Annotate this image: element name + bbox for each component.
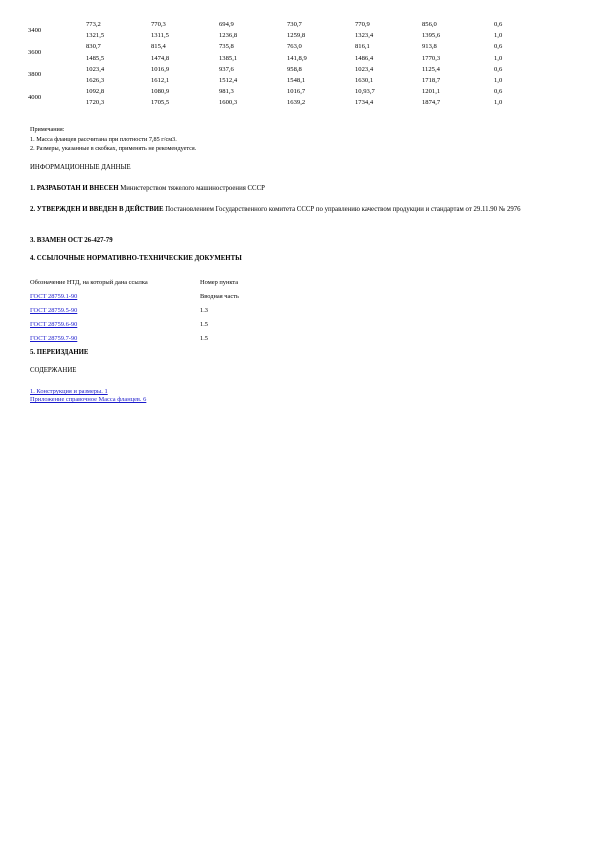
- table-cell: 1016,9: [151, 65, 170, 73]
- table-cell: 1236,8: [219, 32, 238, 40]
- table-row: [30, 304, 239, 318]
- section-references-heading: 4. ССЫЛОЧНЫЕ НОРМАТИВНО-ТЕХНИЧЕСКИЕ ДОКУМЕНТЫ: [30, 255, 242, 262]
- table-row: [28, 64, 524, 75]
- table-cell: 1023,4: [355, 65, 374, 73]
- section-lead: 2. УТВЕРЖДЕН И ВВЕДЕН В ДЕЙСТВИЕ: [30, 206, 164, 213]
- table-cell: 773,2: [86, 21, 101, 28]
- notes-block: [30, 125, 196, 154]
- table-cell: 1612,1: [151, 77, 170, 85]
- table-cell: 1395,6: [422, 32, 441, 40]
- clause-number: 1.3: [200, 306, 208, 314]
- note-item: 1. Масса фланцев рассчитана при плотности 7,85 г/см3.: [30, 135, 177, 143]
- column-header: Номер пункта: [200, 279, 239, 286]
- table-cell: 10,93,7: [355, 88, 375, 96]
- table-cell: 1639,2: [287, 99, 306, 107]
- flange-mass-table: [28, 19, 524, 109]
- note-item: 2. Размеры, указанные в скобках, применять не рекомендуется.: [30, 145, 197, 153]
- table-cell: 1311,5: [151, 32, 169, 40]
- table-cell: 1874,7: [422, 99, 441, 107]
- table-cell: 730,7: [287, 21, 302, 28]
- table-cell: 1321,5: [86, 32, 105, 40]
- nominal-diameter-cell: 3400: [28, 26, 42, 34]
- clause-number: Вводная часть: [200, 292, 239, 300]
- standard-link[interactable]: ГОСТ 28759.6-90: [30, 320, 78, 328]
- table-cell: 1323,4: [355, 32, 374, 40]
- toc-link[interactable]: 1. Конструкция и размеры. 1: [30, 388, 108, 395]
- table-cell: 770,9: [355, 21, 370, 28]
- section-approved: [30, 205, 550, 215]
- table-header-row: [30, 276, 239, 290]
- table-cell: 856,0: [422, 21, 437, 28]
- table-cell: 1,0: [494, 54, 503, 62]
- table-cell: 1,0: [494, 77, 503, 85]
- table-row: [30, 318, 239, 332]
- table-cell: 0,6: [494, 21, 503, 28]
- notes-title: Примечания:: [30, 126, 65, 133]
- section-developed: [30, 184, 550, 194]
- table-cell: 1512,4: [219, 77, 238, 85]
- table-cell: 1016,7: [287, 88, 306, 96]
- table-cell: 1023,4: [86, 65, 105, 73]
- table-cell: 1734,4: [355, 99, 374, 107]
- table-cell: 1385,1: [219, 54, 238, 62]
- table-cell: 913,8: [422, 43, 437, 51]
- references-table: [30, 276, 239, 346]
- table-cell: 770,3: [151, 21, 166, 28]
- table-cell: 694,9: [219, 21, 234, 28]
- table-cell: 1770,3: [422, 54, 441, 62]
- table-cell: 0,6: [494, 43, 503, 51]
- nominal-diameter-cell: 3600: [28, 49, 42, 56]
- table-row: [28, 30, 524, 41]
- table-cell: 1259,8: [287, 32, 306, 40]
- table-cell: 1080,9: [151, 88, 170, 96]
- table-cell: 1705,5: [151, 99, 170, 107]
- table-row: [30, 290, 239, 304]
- section-replaced: 3. ВЗАМЕН ОСТ 26-427-79: [30, 237, 113, 244]
- nominal-diameter-cell: 3800: [28, 71, 42, 79]
- table-cell: 1548,1: [287, 77, 306, 85]
- table-row: [30, 332, 239, 346]
- table-cell: 1626,3: [86, 77, 105, 85]
- table-cell: 1630,1: [355, 77, 374, 85]
- table-cell: 937,6: [219, 65, 234, 73]
- table-cell: 1092,8: [86, 88, 105, 96]
- table-row: [28, 53, 524, 64]
- clause-number: 1.5: [200, 334, 208, 342]
- table-cell: 1486,4: [355, 54, 374, 62]
- table-cell: 141,8,9: [287, 54, 307, 62]
- table-cell: 1600,3: [219, 99, 238, 107]
- table-of-contents: [30, 388, 146, 405]
- info-heading: ИНФОРМАЦИОННЫЕ ДАННЫЕ: [30, 164, 131, 171]
- table-cell: 815,4: [151, 43, 166, 51]
- section-lead: 1. РАЗРАБОТАН И ВНЕСЕН: [30, 185, 119, 192]
- table-cell: 1,0: [494, 32, 503, 40]
- standard-link[interactable]: ГОСТ 28759.1-90: [30, 292, 78, 300]
- column-header: Обозначение НТД, на который дана ссылка: [30, 279, 148, 286]
- table-row: [28, 75, 524, 86]
- contents-heading: СОДЕРЖАНИЕ: [30, 367, 77, 374]
- table-cell: 1201,1: [422, 88, 441, 96]
- table-row: [28, 86, 524, 97]
- standard-link[interactable]: ГОСТ 28759.7-90: [30, 334, 78, 342]
- table-row: [28, 41, 524, 52]
- table-cell: 1125,4: [422, 65, 440, 73]
- table-cell: 735,8: [219, 43, 234, 51]
- section-reissue: 5. ПЕРЕИЗДАНИЕ: [30, 349, 89, 356]
- table-row: [28, 19, 524, 30]
- table-cell: 1485,5: [86, 54, 105, 62]
- table-cell: 0,6: [494, 65, 503, 73]
- section-text: Постановлением Государственного комитета СССР по управлению качеством продукции и стандартам от 29.11.90 № 2976: [163, 206, 521, 213]
- table-cell: 830,7: [86, 43, 101, 51]
- table-cell: 1474,8: [151, 54, 170, 62]
- table-cell: 1,0: [494, 99, 503, 107]
- clause-number: 1.5: [200, 320, 208, 328]
- table-row: [28, 97, 524, 108]
- nominal-diameter-cell: 4000: [28, 93, 42, 101]
- table-cell: 0,6: [494, 88, 503, 96]
- section-text: Министерством тяжелого машиностроения СССР: [118, 185, 265, 192]
- table-cell: 816,1: [355, 43, 370, 51]
- toc-link[interactable]: Приложение справочное Масса фланцев. 6: [30, 396, 147, 404]
- table-cell: 1720,3: [86, 99, 105, 107]
- table-cell: 958,8: [287, 65, 302, 73]
- table-cell: 763,0: [287, 43, 302, 51]
- table-cell: 1718,7: [422, 77, 441, 85]
- standard-link[interactable]: ГОСТ 28759.5-90: [30, 306, 78, 314]
- table-cell: 981,3: [219, 88, 234, 96]
